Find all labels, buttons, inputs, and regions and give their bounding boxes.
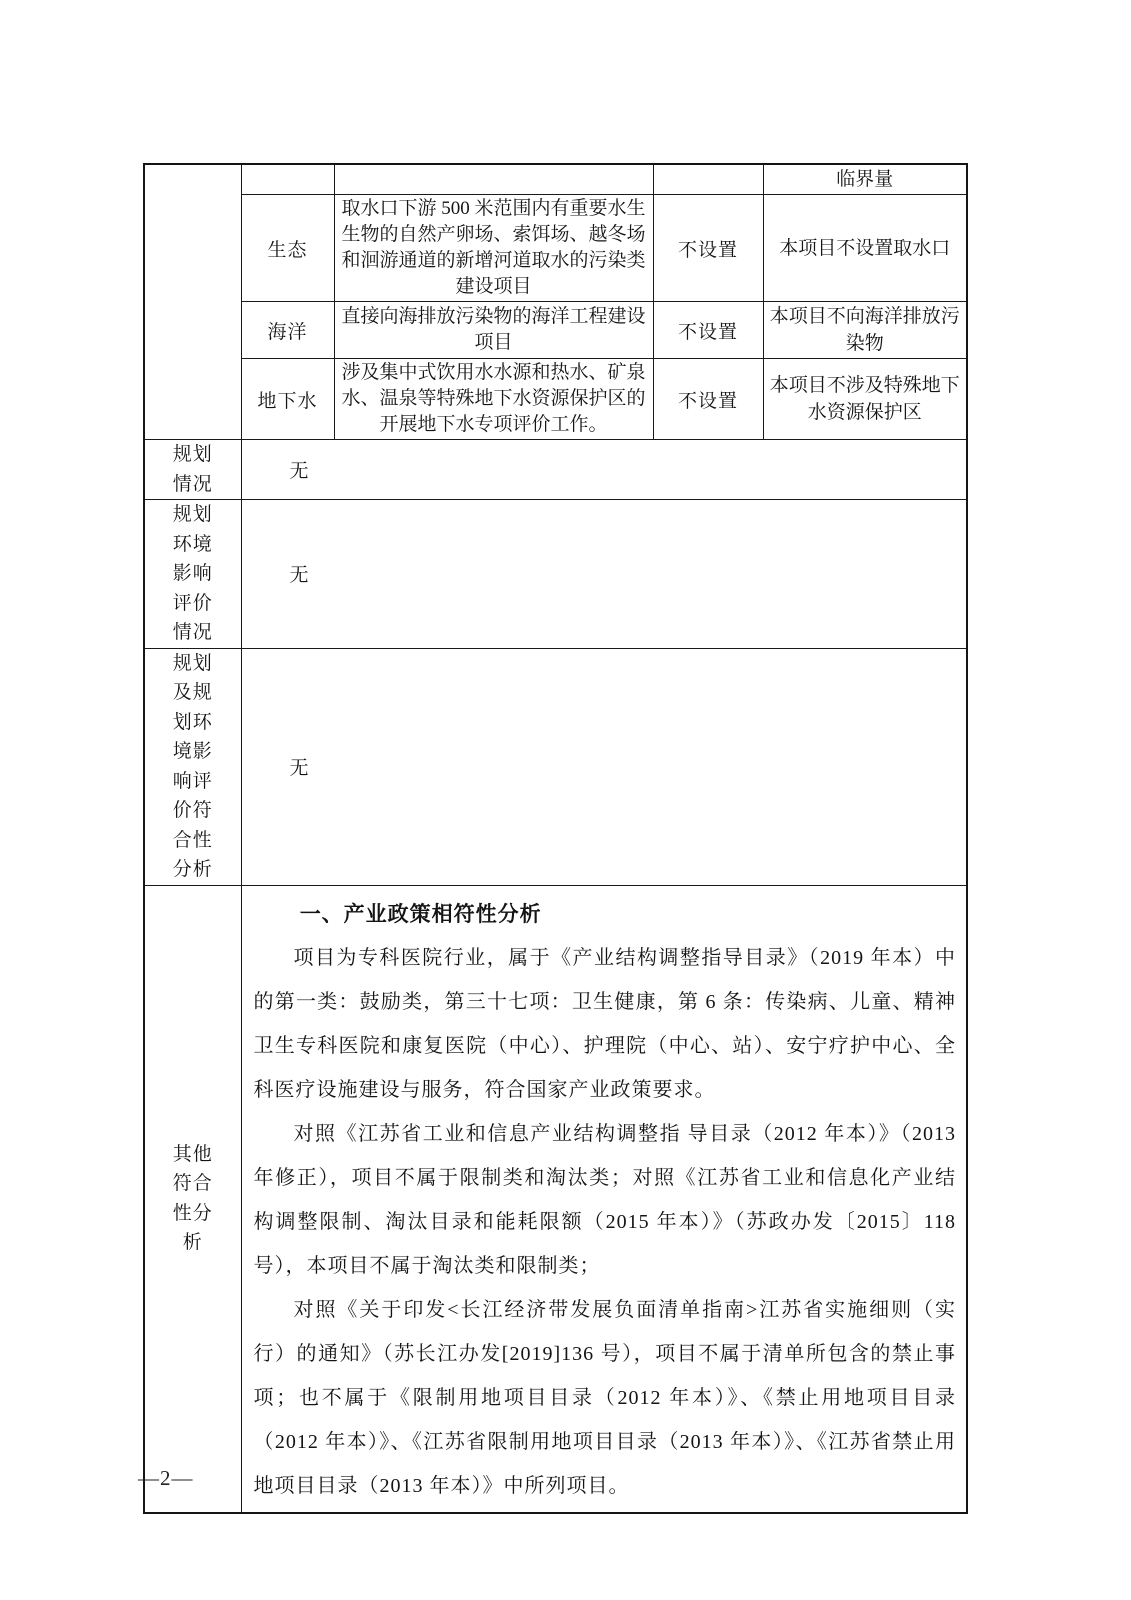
cell-result-empty xyxy=(653,164,763,195)
rowhead-plan-conformity: 规划及规划环境影响评价符合性分析 xyxy=(144,648,241,885)
table-row-partial xyxy=(144,164,967,195)
analysis-paragraph-3: 对照《关于印发<长江经济带发展负面清单指南>江苏省实施细则（实行）的通知》（苏长江办发[2019]136 号），项目不属于清单所包含的禁止事项；也不属于《限制用地项目目录（2012 年本）》、《禁止用地项目目录（2012 年本）》、《江苏省限制用地项目目录（2013 年本）》、《江苏省禁止用地项目目录（2013 年本）》中所列项目。 xyxy=(253,1298,956,1497)
analysis-section-title: 一、产业政策相符性分析 xyxy=(299,901,542,926)
cell-category-eco: 生态 xyxy=(241,195,334,302)
cell-result-eco: 不设置 xyxy=(653,195,763,302)
rowhead-other-conformity: 其他符合性分析 xyxy=(144,885,241,1513)
table-row-plan-eia-status xyxy=(144,500,967,649)
table-row-ocean xyxy=(144,302,967,359)
table-row-groundwater xyxy=(144,359,967,440)
table-row-plan-conformity xyxy=(144,648,967,885)
cell-note-eco: 本项目不设置取水口 xyxy=(763,195,967,302)
cell-category-empty xyxy=(241,164,334,195)
table-row-other-conformity xyxy=(144,885,967,1513)
cell-category-ocean: 海洋 xyxy=(241,302,334,359)
page-number: —2— xyxy=(138,1466,194,1490)
assessment-table xyxy=(143,163,968,1514)
cell-critical-quantity: 临界量 xyxy=(763,164,967,195)
cell-plan-conformity-value: 无 xyxy=(241,648,967,885)
cell-condition-groundwater: 涉及集中式饮用水水源和热水、矿泉水、温泉等特殊地下水资源保护区的开展地下水专项评价工作。 xyxy=(334,359,653,440)
cell-note-ocean: 本项目不向海洋排放污染物 xyxy=(763,302,967,359)
analysis-paragraph-1: 项目为专科医院行业，属于《产业结构调整指导目录》（2019 年本）中的第一类：鼓励类，第三十七项：卫生健康，第 6 条：传染病、儿童、精神卫生专科医院和康复医院（中心）、护理院（中心、站）、安宁疗护中心、全科医疗设施建设与服务，符合国家产业政策要求。 xyxy=(253,946,956,1101)
analysis-paragraph-2: 对照《江苏省工业和信息产业结构调整指 导目录（2012 年本）》（2013 年修正），项目不属于限制类和淘汰类；对照《江苏省工业和信息化产业结构调整限制、淘汰目录和能耗限额（2015 年本）》（苏政办发〔2015〕118 号），本项目不属于淘汰类和限制类； xyxy=(253,1122,956,1277)
rowhead-empty-merged xyxy=(144,164,241,440)
cell-plan-eia-status-value: 无 xyxy=(241,500,967,649)
table-row-eco xyxy=(144,195,967,302)
cell-result-groundwater: 不设置 xyxy=(653,359,763,440)
table-row-plan-status xyxy=(144,440,967,500)
cell-condition-ocean: 直接向海排放污染物的海洋工程建设项目 xyxy=(334,302,653,359)
rowhead-plan-status: 规划情况 xyxy=(144,440,241,500)
cell-result-ocean: 不设置 xyxy=(653,302,763,359)
cell-other-conformity-content xyxy=(241,885,967,1513)
cell-condition-empty xyxy=(334,164,653,195)
cell-condition-eco: 取水口下游 500 米范围内有重要水生生物的自然产卵场、索饵场、越冬场和洄游通道的新增河道取水的污染类建设项目 xyxy=(334,195,653,302)
rowhead-plan-eia-status: 规划环境影响评价情况 xyxy=(144,500,241,649)
cell-category-groundwater: 地下水 xyxy=(241,359,334,440)
cell-plan-status-value: 无 xyxy=(241,440,967,500)
cell-note-groundwater: 本项目不涉及特殊地下水资源保护区 xyxy=(763,359,967,440)
